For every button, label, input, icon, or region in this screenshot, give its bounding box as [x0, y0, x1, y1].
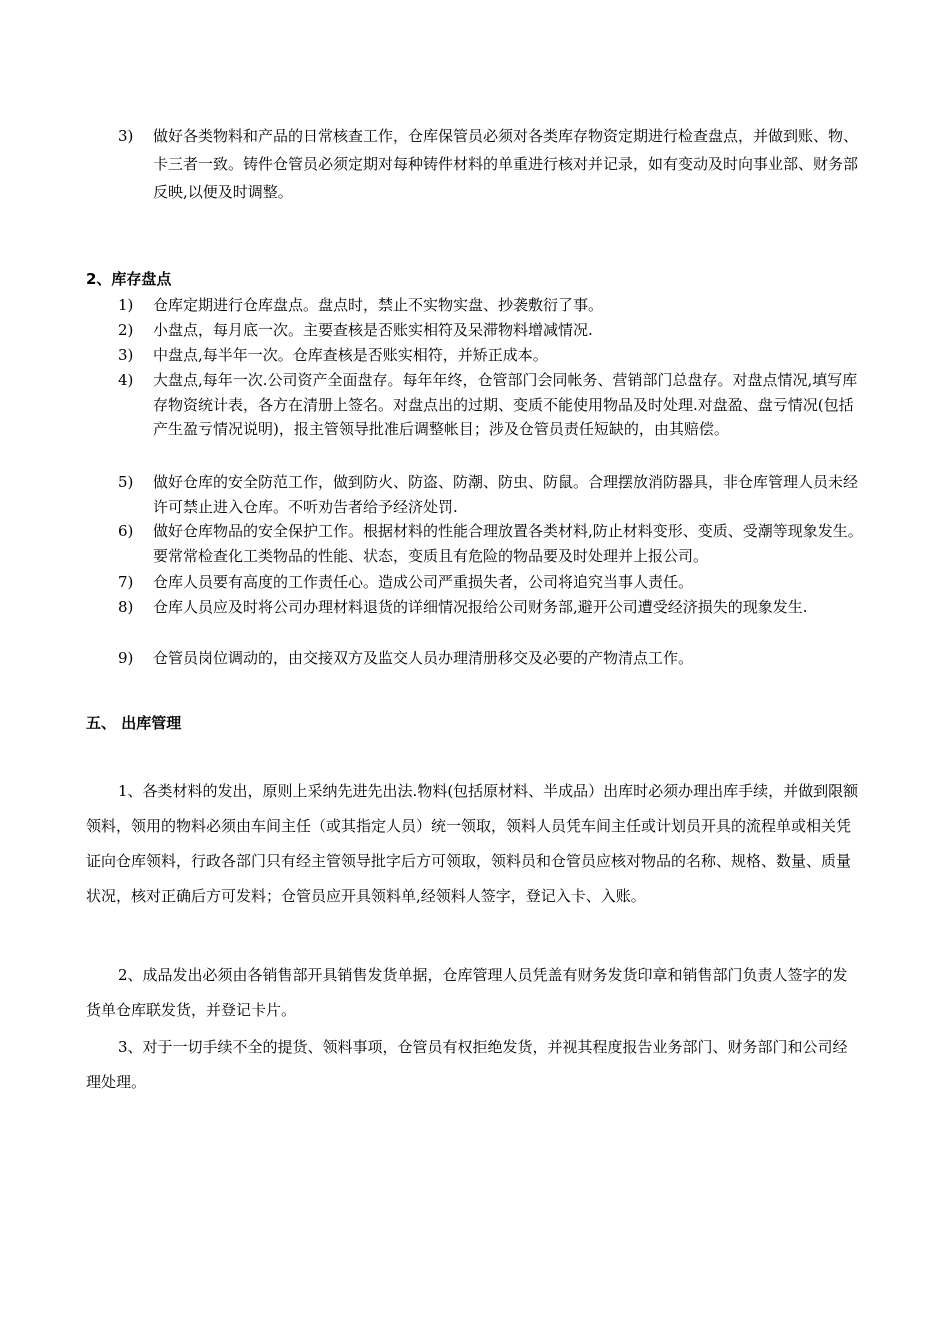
item-number: 3) — [118, 127, 134, 145]
item-number: 1) — [118, 296, 134, 314]
item-text: 大盘点,每年一次.公司资产全面盘存。每年年终，仓管部门会同帐务、营销部门总盘存。对盘点情况,填写库存物资统计表，各方在清册上签名。对盘点出的过期、变质不能使用物品及时处理.对盘盈、盘亏情况(包括产生盈亏情况说明)，报主管领导批准后调整帐目；涉及仓管员责任短缺的，由其赔偿。 — [153, 371, 858, 438]
item-text: 仓管员岗位调动的，由交接双方及监交人员办理清册移交及必要的产物清点工作。 — [153, 649, 694, 667]
item-number: 8) — [118, 598, 134, 616]
item-number: 3) — [118, 346, 134, 364]
item-text: 做好各类物料和产品的日常核查工作，仓库保管员必须对各类库存物资定期进行检查盘点，并做到账、物、卡三者一致。铸件仓管员必须定期对每种铸件材料的单重进行核对并记录，如有变动及时向事业部、财务部反映,以便及时调整。 — [153, 127, 859, 201]
paragraph: 3、对于一切手续不全的提货、领料事项，仓管员有权拒绝发货，并视其程度报告业务部门、财务部门和公司经理处理。 — [86, 1038, 848, 1091]
item-number: 9) — [118, 649, 134, 667]
item-text: 小盘点，每月底一次。主要查核是否账实相符及呆滞物料增减情况. — [153, 321, 593, 339]
paragraph: 2、成品发出必须由各销售部开具销售发货单据，仓库管理人员凭盖有财务发货印章和销售部门负责人签字的发货单仓库联发货，并登记卡片。 — [86, 966, 848, 1019]
item-text: 做好仓库的安全防范工作，做到防火、防盗、防潮、防虫、防鼠。合理摆放消防器具，非仓库管理人员未经许可禁止进入仓库。不听劝告者给予经济处罚. — [153, 473, 859, 516]
paragraph: 1、各类材料的发出，原则上采纳先进先出法.物料(包括原材料、半成品）出库时必须办理出库手续，并做到限额领料，领用的物料必须由车间主任（或其指定人员）统一领取，领料人员凭车间主任或计划员开具的流程单或相关凭证向仓库领料，行政各部门只有经主管领导批字后方可领取，领料员和仓管员应核对物品的名称、规格、数量、质量状况，核对正确后方可发料；仓管员应开具领料单,经领料人签字，登记入卡、入账。 — [86, 782, 859, 905]
item-number: 4) — [118, 371, 134, 389]
item-text: 中盘点,每半年一次。仓库查核是否账实相符，并矫正成本。 — [153, 346, 548, 364]
section-heading: 五、 出库管理 — [86, 714, 182, 732]
item-number: 2) — [118, 321, 134, 339]
item-text: 仓库人员要有高度的工作责任心。造成公司严重损失者，公司将追究当事人责任。 — [153, 573, 694, 591]
item-number: 6) — [118, 522, 134, 540]
item-text: 做好仓库物品的安全保护工作。根据材料的性能合理放置各类材料,防止材料变形、变质、受潮等现象发生。要常常检查化工类物品的性能、状态，变质且有危险的物品要及时处理并上报公司。 — [153, 522, 863, 565]
item-text: 仓库人员应及时将公司办理材料退货的详细情况报给公司财务部,避开公司遭受经济损失的现象发生. — [153, 598, 808, 616]
item-text: 仓库定期进行仓库盘点。盘点时，禁止不实物实盘、抄袭敷衍了事。 — [153, 296, 604, 314]
section-heading: 2、库存盘点 — [86, 270, 172, 288]
item-number: 7) — [118, 573, 134, 591]
item-number: 5) — [118, 473, 134, 491]
